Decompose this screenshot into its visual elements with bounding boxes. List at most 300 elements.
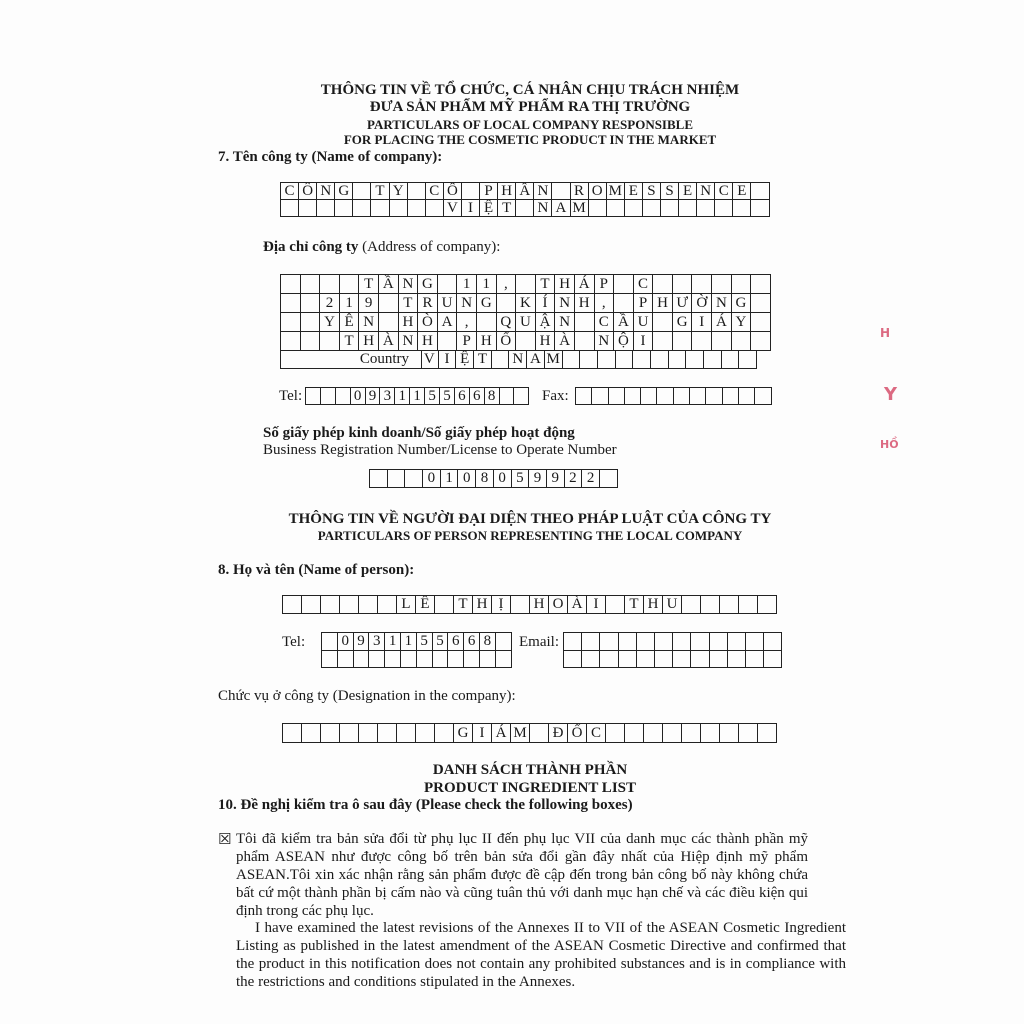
char-cell <box>530 724 549 743</box>
char-cell <box>301 294 321 313</box>
char-cell <box>691 633 709 651</box>
char-cell: 0 <box>338 633 354 651</box>
char-cell <box>438 275 458 294</box>
char-cell: H <box>418 332 438 351</box>
char-cell: M <box>607 183 625 200</box>
char-cell <box>340 275 360 294</box>
char-cell: C <box>595 313 615 332</box>
char-cell <box>576 388 592 405</box>
char-cell <box>655 651 673 669</box>
char-cell: 2 <box>565 470 583 488</box>
char-cell <box>390 200 408 217</box>
char-cell <box>655 633 673 651</box>
char-cell <box>378 724 397 743</box>
char-cell: N <box>399 332 419 351</box>
char-cell: 5 <box>512 470 530 488</box>
char-cell <box>464 651 480 669</box>
char-cell <box>388 470 406 488</box>
char-cell <box>301 275 321 294</box>
char-cell <box>500 388 515 405</box>
char-cell: 5 <box>433 633 449 651</box>
char-cell <box>616 350 634 369</box>
char-cell <box>751 183 769 200</box>
ingredients-para-en: I have examined the latest revisions of the Annexes II to VII of the ASEAN Cosmetic Ingredient Listing as published in the latest amendment of the ASEAN Cosmetic Directive and confirmed that the product in this notification does not contain any prohibited substances and is in compliance with the restrictions and conditions stipulated in the Annexes. <box>236 920 846 990</box>
char-cell: Ê <box>340 313 360 332</box>
char-cell <box>704 350 722 369</box>
char-cell: H <box>498 183 516 200</box>
char-cell: P <box>480 183 498 200</box>
char-cell <box>732 332 752 351</box>
char-cell <box>751 294 771 313</box>
char-cell: V <box>444 200 462 217</box>
char-cell: T <box>359 275 379 294</box>
char-cell: C <box>281 183 299 200</box>
char-cell <box>477 313 497 332</box>
char-cell: H <box>399 313 419 332</box>
char-cell: 5 <box>417 633 433 651</box>
char-cell: N <box>534 200 552 217</box>
header-en-line2: FOR PLACING THE COSMETIC PRODUCT IN THE MARKET <box>343 132 717 147</box>
char-cell <box>625 200 643 217</box>
rep-email-grid[interactable] <box>563 632 782 668</box>
char-cell <box>592 388 608 405</box>
country-label: Country <box>281 350 422 369</box>
address-grid <box>280 274 771 351</box>
char-cell <box>600 651 618 669</box>
char-cell: 9 <box>359 294 379 313</box>
char-cell <box>682 724 701 743</box>
char-cell <box>322 651 338 669</box>
char-cell <box>408 200 426 217</box>
char-cell: 0 <box>494 470 512 488</box>
char-cell <box>720 596 739 614</box>
char-cell: Ố <box>497 332 517 351</box>
char-cell <box>609 388 625 405</box>
char-cell <box>354 651 370 669</box>
header-vn-line2: ĐƯA SẢN PHẨM MỸ PHẨM RA THỊ TRƯỜNG <box>369 99 691 115</box>
char-cell <box>511 596 530 614</box>
char-cell: Ư <box>673 294 693 313</box>
char-cell: N <box>555 313 575 332</box>
char-cell <box>281 200 299 217</box>
char-cell: V <box>421 350 439 369</box>
char-cell: Y <box>732 313 752 332</box>
char-cell <box>378 596 397 614</box>
char-cell <box>625 724 644 743</box>
char-cell <box>633 350 651 369</box>
char-cell: Y <box>320 313 340 332</box>
char-cell: C <box>426 183 444 200</box>
char-cell: S <box>661 183 679 200</box>
char-cell <box>514 388 529 405</box>
address-label-rest: (Address of company): <box>358 239 501 255</box>
char-cell: 1 <box>340 294 360 313</box>
char-cell <box>653 275 673 294</box>
char-cell <box>764 651 782 669</box>
char-cell <box>606 596 625 614</box>
char-cell: I <box>692 313 712 332</box>
char-cell: 2 <box>320 294 340 313</box>
char-cell <box>438 332 458 351</box>
char-cell <box>692 275 712 294</box>
char-cell: Á <box>575 275 595 294</box>
char-cell <box>480 651 496 669</box>
char-cell: R <box>418 294 438 313</box>
char-cell <box>281 294 301 313</box>
char-cell <box>758 596 777 614</box>
char-cell: P <box>634 294 654 313</box>
char-cell <box>720 724 739 743</box>
char-cell <box>580 350 598 369</box>
char-cell <box>739 350 757 369</box>
license-label-en: Business Registration Number/License to Operate Number <box>263 442 617 458</box>
char-cell <box>582 633 600 651</box>
char-cell <box>336 388 351 405</box>
char-cell <box>359 596 378 614</box>
char-cell <box>496 633 512 651</box>
char-cell: I <box>473 724 492 743</box>
char-cell <box>625 388 641 405</box>
char-cell <box>644 724 663 743</box>
char-cell <box>492 350 510 369</box>
char-cell <box>416 724 435 743</box>
char-cell <box>317 200 335 217</box>
char-cell: Ầ <box>516 183 534 200</box>
char-cell: Ò <box>418 313 438 332</box>
char-cell: Ô <box>299 183 317 200</box>
char-cell: 0 <box>458 470 476 488</box>
char-cell <box>370 470 388 488</box>
char-cell: Ị <box>492 596 511 614</box>
char-cell: T <box>371 183 389 200</box>
char-cell <box>302 724 321 743</box>
char-cell: G <box>673 313 693 332</box>
ingredients-heading-vn: DANH SÁCH THÀNH PHẦN <box>432 762 628 778</box>
char-cell <box>353 183 371 200</box>
char-cell <box>563 350 581 369</box>
char-cell: N <box>712 294 732 313</box>
char-cell <box>619 633 637 651</box>
license-grid[interactable] <box>369 469 618 488</box>
char-cell: N <box>399 275 419 294</box>
char-cell: P <box>457 332 477 351</box>
char-cell <box>739 388 755 405</box>
char-cell: H <box>555 275 575 294</box>
rep-name-grid[interactable] <box>282 595 777 614</box>
char-cell: 1 <box>457 275 477 294</box>
char-cell: P <box>595 275 615 294</box>
char-cell <box>686 350 704 369</box>
char-cell: O <box>549 596 568 614</box>
char-cell: Ộ <box>614 332 634 351</box>
char-cell <box>614 275 634 294</box>
char-cell <box>712 332 732 351</box>
char-cell <box>643 200 661 217</box>
rep-heading-vn: THÔNG TIN VỀ NGƯỜI ĐẠI DIỆN THEO PHÁP LUẬT CỦA CÔNG TY <box>288 511 772 527</box>
char-cell: 6 <box>464 633 480 651</box>
char-cell <box>369 651 385 669</box>
char-cell <box>301 332 321 351</box>
char-cell: Ệ <box>456 350 474 369</box>
char-cell <box>322 633 338 651</box>
char-cell: T <box>625 596 644 614</box>
char-cell <box>697 200 715 217</box>
company-name-grid <box>280 182 770 217</box>
char-cell <box>281 275 301 294</box>
char-cell <box>320 332 340 351</box>
char-cell <box>379 294 399 313</box>
char-cell <box>281 332 301 351</box>
check-boxes-label: 10. Đề nghị kiểm tra ô sau đây (Please check the following boxes) <box>218 797 633 813</box>
char-cell: Ê <box>416 596 435 614</box>
char-cell <box>728 651 746 669</box>
char-cell <box>575 332 595 351</box>
char-cell <box>723 388 739 405</box>
char-cell <box>302 596 321 614</box>
char-cell: 1 <box>477 275 497 294</box>
char-cell: 9 <box>366 388 381 405</box>
rep-email-label: Email: <box>519 634 559 650</box>
company-fax-grid[interactable] <box>575 387 772 405</box>
char-cell: T <box>454 596 473 614</box>
char-cell: Ầ <box>379 275 399 294</box>
char-cell <box>692 332 712 351</box>
designation-grid[interactable] <box>282 723 777 743</box>
char-cell <box>321 388 336 405</box>
char-cell <box>589 200 607 217</box>
char-cell: N <box>509 350 527 369</box>
country-label-cell <box>280 350 422 369</box>
char-cell: 6 <box>455 388 470 405</box>
header-vn-line1: THÔNG TIN VỀ TỔ CHỨC, CÁ NHÂN CHỊU TRÁCH NHIỆM <box>320 82 740 98</box>
char-cell <box>397 724 416 743</box>
char-cell: O <box>589 183 607 200</box>
char-cell: C <box>587 724 606 743</box>
ingredient-checkbox[interactable]: ☒ <box>218 830 232 848</box>
char-cell: Á <box>492 724 511 743</box>
char-cell <box>710 633 728 651</box>
char-cell: Y <box>390 183 408 200</box>
char-cell <box>641 388 657 405</box>
char-cell: À <box>379 332 399 351</box>
char-cell: T <box>498 200 516 217</box>
char-cell: N <box>534 183 552 200</box>
char-cell: I <box>439 350 457 369</box>
char-cell <box>653 332 673 351</box>
char-cell: 0 <box>423 470 441 488</box>
char-cell <box>732 275 752 294</box>
char-cell <box>674 388 690 405</box>
char-cell: 1 <box>401 633 417 651</box>
char-cell: U <box>516 313 536 332</box>
char-cell <box>426 200 444 217</box>
char-cell <box>606 724 625 743</box>
char-cell: T <box>340 332 360 351</box>
rep-tel-grid[interactable] <box>321 632 512 668</box>
char-cell: I <box>462 200 480 217</box>
char-cell: E <box>733 183 751 200</box>
char-cell <box>682 596 701 614</box>
char-cell: 3 <box>369 633 385 651</box>
char-cell: G <box>454 724 473 743</box>
char-cell <box>340 724 359 743</box>
char-cell <box>385 651 401 669</box>
char-cell: N <box>317 183 335 200</box>
char-cell: H <box>359 332 379 351</box>
rep-heading-en: PARTICULARS OF PERSON REPRESENTING THE LOCAL COMPANY <box>317 528 743 543</box>
char-cell: 9 <box>354 633 370 651</box>
char-cell <box>614 294 634 313</box>
char-cell: L <box>397 596 416 614</box>
char-cell: Ổ <box>444 183 462 200</box>
char-cell: À <box>555 332 575 351</box>
char-cell <box>706 388 722 405</box>
char-cell <box>728 633 746 651</box>
char-cell <box>448 651 464 669</box>
rep-name-label: 8. Họ và tên (Name of person): <box>218 562 415 578</box>
char-cell: 1 <box>410 388 425 405</box>
char-cell: 2 <box>582 470 600 488</box>
char-cell <box>299 200 317 217</box>
char-cell <box>516 200 534 217</box>
char-cell: , <box>497 275 517 294</box>
char-cell <box>739 596 758 614</box>
rep-tel-label: Tel: <box>282 634 306 650</box>
char-cell <box>433 651 449 669</box>
char-cell <box>661 200 679 217</box>
char-cell <box>657 388 673 405</box>
license-label-vn: Số giấy phép kinh doanh/Số giấy phép hoạt động <box>263 425 575 441</box>
char-cell: Ậ <box>536 313 556 332</box>
char-cell: 6 <box>470 388 485 405</box>
char-cell <box>435 724 454 743</box>
char-cell: T <box>399 294 419 313</box>
char-cell <box>663 724 682 743</box>
char-cell <box>564 633 582 651</box>
char-cell: 9 <box>547 470 565 488</box>
char-cell: H <box>653 294 673 313</box>
ingredients-para-vn: Tôi đã kiểm tra bản sửa đổi từ phụ lục II đến phụ lục VII của danh mục các thành phần mỹ phẩm ASEAN như được công bố trên bản sửa đổi gần đây nhất của Hiệp định mỹ phẩm ASEAN.Tôi xin xác nhận rằng sản phẩm được đề cập đến trong bản công bố này không chứa bất cứ một thành phần bị cấm nào và cũng tuân thủ với danh mục hạn chế và các điều kiện qui định trong các phụ lục. <box>236 831 808 919</box>
char-cell <box>435 596 454 614</box>
char-cell: U <box>663 596 682 614</box>
designation-label: Chức vụ ở công ty (Designation in the company): <box>218 688 516 704</box>
char-cell <box>619 651 637 669</box>
char-cell: M <box>571 200 589 217</box>
char-cell <box>320 275 340 294</box>
char-cell: Ầ <box>614 313 634 332</box>
char-cell <box>751 200 769 217</box>
char-cell <box>764 633 782 651</box>
char-cell: U <box>438 294 458 313</box>
char-cell <box>758 724 777 743</box>
char-cell: 5 <box>425 388 440 405</box>
char-cell: 8 <box>476 470 494 488</box>
char-cell: , <box>595 294 615 313</box>
char-cell <box>751 313 771 332</box>
char-cell: G <box>732 294 752 313</box>
char-cell <box>283 724 302 743</box>
char-cell <box>306 388 321 405</box>
char-cell <box>335 200 353 217</box>
char-cell <box>600 470 618 488</box>
char-cell: 1 <box>385 633 401 651</box>
char-cell: Ờ <box>692 294 712 313</box>
char-cell: H <box>477 332 497 351</box>
char-cell: Ệ <box>480 200 498 217</box>
char-cell: Q <box>497 313 517 332</box>
company-name-label: 7. Tên công ty (Name of company): <box>218 149 443 165</box>
char-cell <box>598 350 616 369</box>
char-cell: K <box>516 294 536 313</box>
char-cell: H <box>575 294 595 313</box>
char-cell: S <box>643 183 661 200</box>
company-tel-grid[interactable] <box>305 387 529 405</box>
char-cell <box>408 183 426 200</box>
char-cell: 8 <box>480 633 496 651</box>
char-cell: À <box>568 596 587 614</box>
char-cell <box>405 470 423 488</box>
char-cell: H <box>473 596 492 614</box>
char-cell <box>653 313 673 332</box>
char-cell <box>637 633 655 651</box>
char-cell <box>710 651 728 669</box>
char-cell: N <box>555 294 575 313</box>
char-cell: U <box>634 313 654 332</box>
char-cell <box>582 651 600 669</box>
char-cell <box>281 313 301 332</box>
char-cell <box>679 200 697 217</box>
char-cell: 8 <box>485 388 500 405</box>
char-cell: C <box>715 183 733 200</box>
stamp-text-1: H <box>880 326 891 340</box>
char-cell: Á <box>712 313 732 332</box>
char-cell <box>701 724 720 743</box>
char-cell <box>321 596 340 614</box>
char-cell: N <box>595 332 615 351</box>
char-cell <box>516 332 536 351</box>
char-cell <box>755 388 771 405</box>
ingredients-heading-en: PRODUCT INGREDIENT LIST <box>424 780 636 796</box>
char-cell: H <box>644 596 663 614</box>
char-cell: H <box>536 332 556 351</box>
char-cell: 1 <box>441 470 459 488</box>
char-cell <box>401 651 417 669</box>
char-cell <box>497 294 517 313</box>
char-cell <box>669 350 687 369</box>
header-en-line1: PARTICULARS OF LOCAL COMPANY RESPONSIBLE <box>366 117 694 132</box>
char-cell: I <box>587 596 606 614</box>
char-cell <box>321 724 340 743</box>
char-cell <box>673 275 693 294</box>
char-cell <box>575 313 595 332</box>
char-cell: Ố <box>568 724 587 743</box>
char-cell: 1 <box>395 388 410 405</box>
char-cell: E <box>679 183 697 200</box>
char-cell: R <box>571 183 589 200</box>
company-fax-label: Fax: <box>542 388 569 404</box>
char-cell <box>417 651 433 669</box>
char-cell <box>379 313 399 332</box>
char-cell <box>673 633 691 651</box>
char-cell: M <box>511 724 530 743</box>
char-cell: Í <box>536 294 556 313</box>
char-cell <box>552 183 570 200</box>
char-cell <box>746 633 764 651</box>
char-cell <box>338 651 354 669</box>
char-cell <box>673 651 691 669</box>
char-cell <box>301 313 321 332</box>
char-cell: E <box>625 183 643 200</box>
